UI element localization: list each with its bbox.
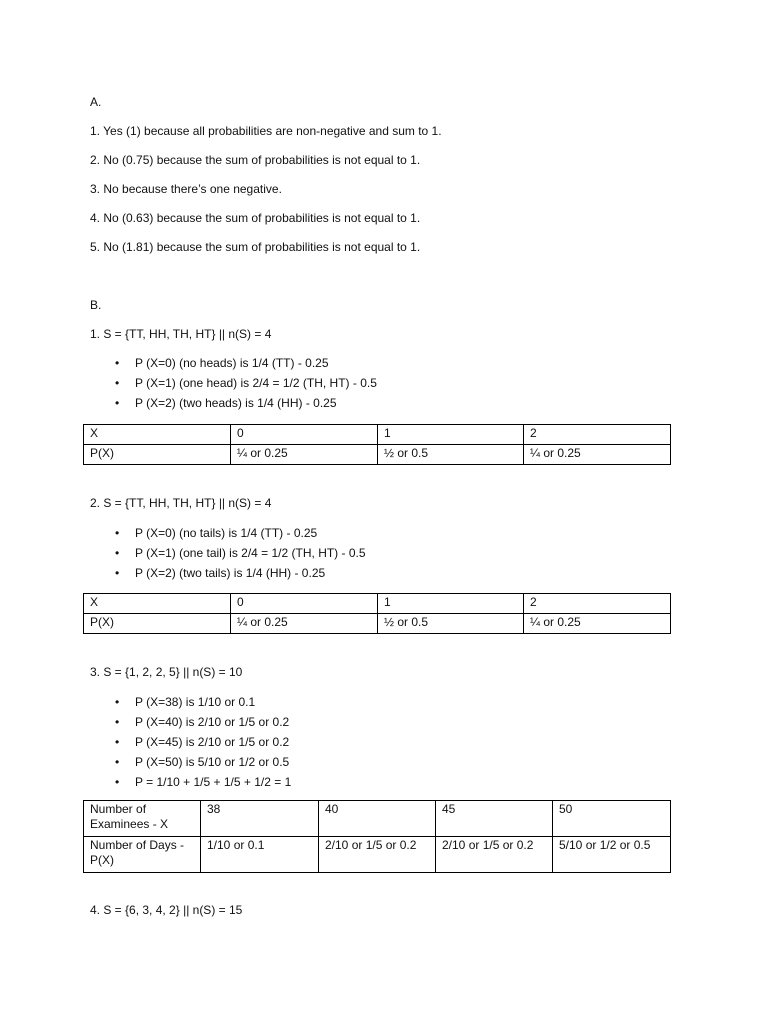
table-cell: X: [84, 594, 231, 614]
table-cell: 2: [524, 594, 671, 614]
table-cell: 45: [436, 801, 553, 837]
bullet-item: • P (X=38) is 1/10 or 0.1: [90, 695, 291, 715]
section-a-item-5: 5. No (1.81) because the sum of probabilities is not equal to 1.: [90, 240, 421, 254]
section-a-item-1: 1. Yes (1) because all probabilities are non-negative and sum to 1.: [90, 124, 442, 138]
table-cell: P(X): [84, 445, 231, 465]
bullet-item: • P (X=1) (one tail) is 2/4 = 1/2 (TH, HT) - 0.5: [90, 546, 366, 566]
table-cell: ¼ or 0.25: [231, 614, 378, 634]
bullet-item: • P (X=45) is 2/10 or 1/5 or 0.2: [90, 735, 291, 755]
table-row: [84, 425, 671, 445]
problem-1-statement: 1. S = {TT, HH, TH, HT} || n(S) = 4: [90, 327, 272, 341]
problem-1-table: [83, 424, 671, 465]
section-a-heading: A.: [90, 95, 102, 109]
bullet-item: • P (X=40) is 2/10 or 1/5 or 0.2: [90, 715, 291, 735]
bullet-item: • P = 1/10 + 1/5 + 1/5 + 1/2 = 1: [90, 775, 291, 795]
table-cell: 2/10 or 1/5 or 0.2: [436, 837, 553, 873]
bullet-item: • P (X=50) is 5/10 or 1/2 or 0.5: [90, 755, 291, 775]
table-cell: 50: [553, 801, 671, 837]
problem-4-statement: 4. S = {6, 3, 4, 2} || n(S) = 15: [90, 903, 243, 917]
table-cell: Number of Examinees - X: [84, 801, 201, 837]
problem-3-bullet-list: [90, 695, 291, 795]
bullet-item: • P (X=1) (one head) is 2/4 = 1/2 (TH, HT) - 0.5: [90, 376, 377, 396]
table-cell: 1: [378, 594, 524, 614]
table-cell: 0: [231, 425, 378, 445]
section-a-item-4: 4. No (0.63) because the sum of probabilities is not equal to 1.: [90, 211, 421, 225]
section-b-heading: B.: [90, 298, 102, 312]
problem-3-statement: 3. S = {1, 2, 2, 5} || n(S) = 10: [90, 665, 243, 679]
table-cell: ½ or 0.5: [378, 445, 524, 465]
bullet-item: • P (X=0) (no heads) is 1/4 (TT) - 0.25: [90, 356, 377, 376]
bullet-item: • P (X=0) (no tails) is 1/4 (TT) - 0.25: [90, 526, 366, 546]
section-a-item-3: 3. No because there’s one negative.: [90, 182, 282, 196]
table-cell: 1/10 or 0.1: [201, 837, 319, 873]
problem-2-statement: 2. S = {TT, HH, TH, HT} || n(S) = 4: [90, 496, 272, 510]
section-a-item-2: 2. No (0.75) because the sum of probabilities is not equal to 1.: [90, 153, 421, 167]
table-cell: ¼ or 0.25: [524, 445, 671, 465]
bullet-item: • P (X=2) (two tails) is 1/4 (HH) - 0.25: [90, 566, 366, 586]
table-cell: P(X): [84, 614, 231, 634]
table-cell: 0: [231, 594, 378, 614]
table-row: [84, 801, 671, 837]
problem-2-bullet-list: [90, 526, 366, 586]
problem-3-table: [83, 800, 671, 873]
table-cell: ¼ or 0.25: [231, 445, 378, 465]
table-cell: 40: [319, 801, 436, 837]
problem-2-table: [83, 593, 671, 634]
table-cell: 1: [378, 425, 524, 445]
table-cell: 38: [201, 801, 319, 837]
bullet-item: • P (X=2) (two heads) is 1/4 (HH) - 0.25: [90, 396, 377, 416]
table-row: [84, 837, 671, 873]
table-cell: X: [84, 425, 231, 445]
table-row: [84, 445, 671, 465]
table-cell: Number of Days - P(X): [84, 837, 201, 873]
table-row: [84, 614, 671, 634]
table-cell: ¼ or 0.25: [524, 614, 671, 634]
table-row: [84, 594, 671, 614]
table-cell: ½ or 0.5: [378, 614, 524, 634]
problem-1-bullet-list: [90, 356, 377, 416]
table-cell: 2: [524, 425, 671, 445]
table-cell: 2/10 or 1/5 or 0.2: [319, 837, 436, 873]
table-cell: 5/10 or 1/2 or 0.5: [553, 837, 671, 873]
